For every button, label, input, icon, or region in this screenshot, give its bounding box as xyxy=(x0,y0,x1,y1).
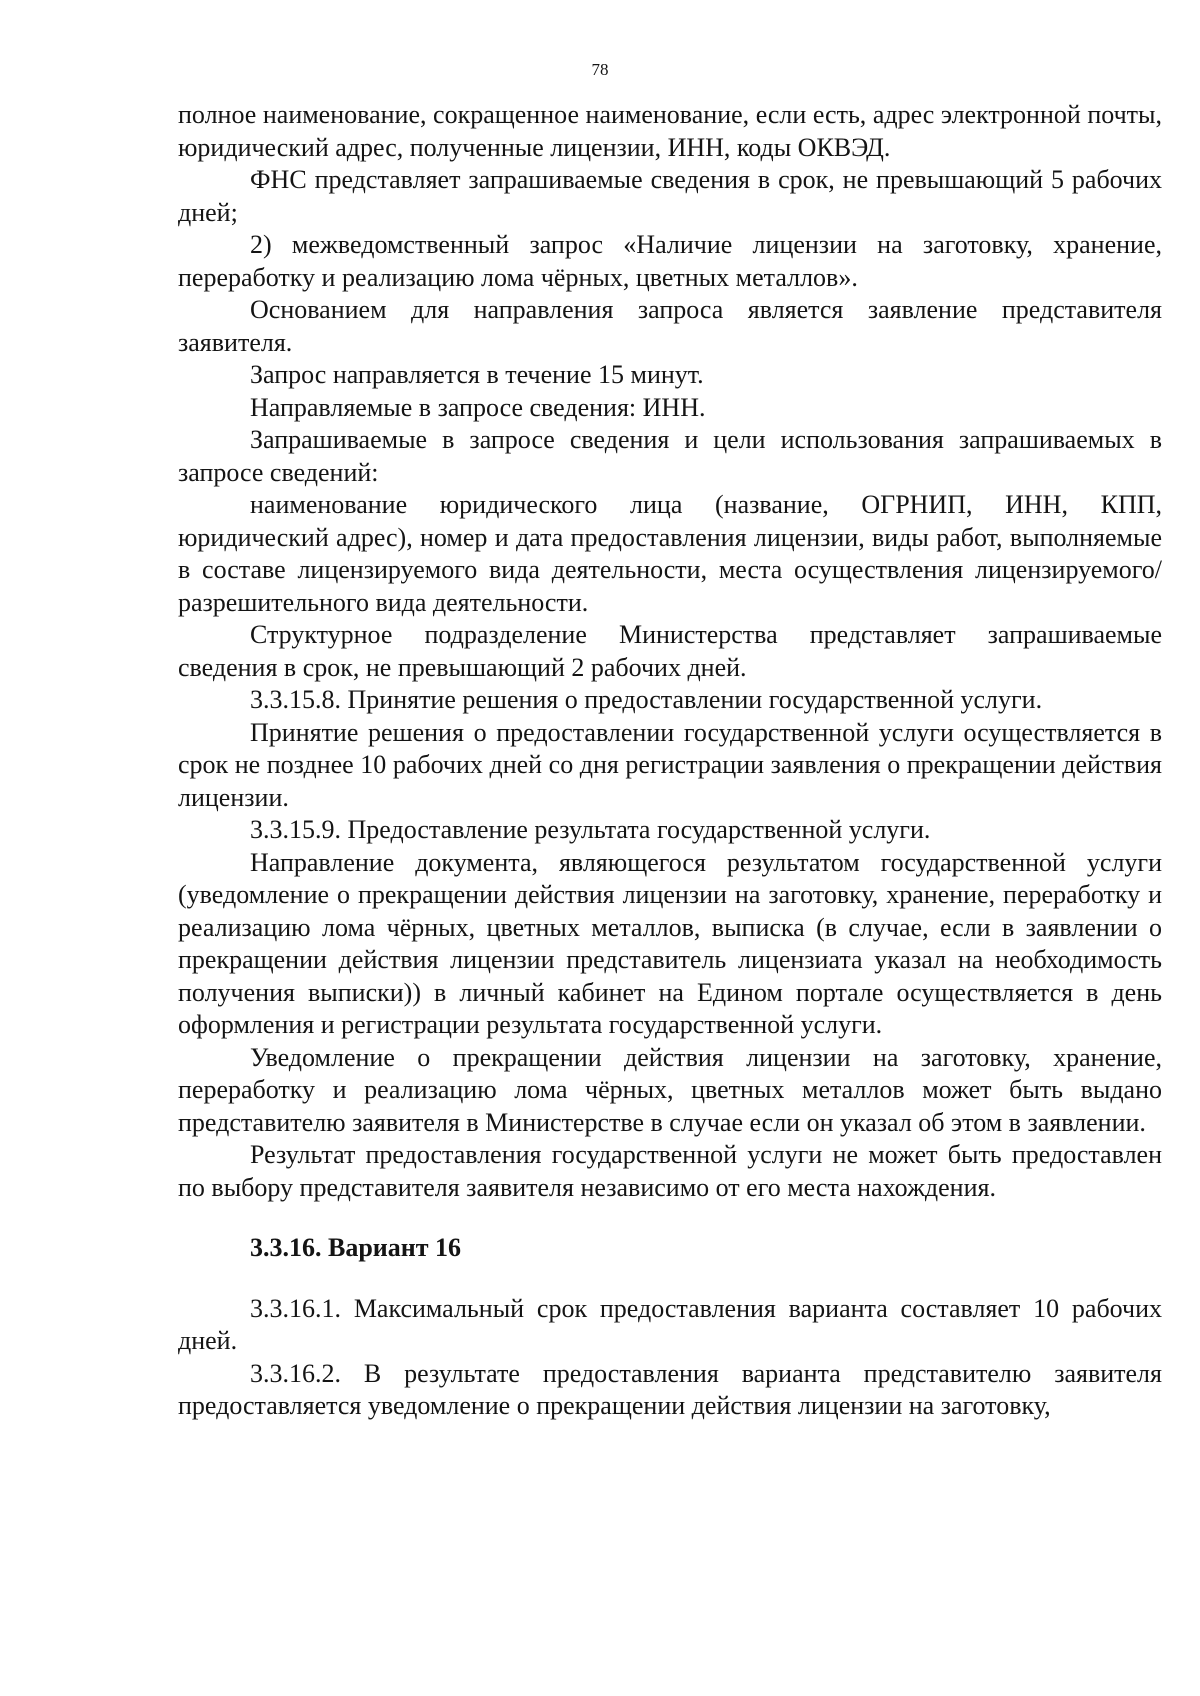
paragraph-clause-3-3-15-8: 3.3.15.8. Принятие решения о предоставлении государственной услуги. xyxy=(250,685,1043,714)
paragraph-sent-data: Направляемые в запросе сведения: ИНН. xyxy=(250,392,706,422)
paragraph-decision-deadline: Принятие решения о предоставлении государственной услуги осуществляется в срок не позднее 10 рабочих дней со дня регистрации заявления о прекращении действия лицензии. xyxy=(178,717,1162,812)
paragraph-ministry-deadline: Структурное подразделение Министерства представляет запрашиваемые сведения в срок, не превышающий 2 рабочих дней. xyxy=(178,620,1162,682)
paragraph-clause-3-3-16-1: 3.3.16.1. Максимальный срок предоставления варианта составляет 10 рабочих дней. xyxy=(178,1293,1162,1355)
paragraph-clause-3-3-15-9: 3.3.15.9. Предоставление результата государственной услуги. xyxy=(250,815,931,844)
paragraph-request-basis: Основанием для направления запроса является заявление представителя заявителя. xyxy=(178,295,1162,357)
section-heading: 3.3.16. Вариант 16 xyxy=(250,1233,462,1262)
paragraph-notice-in-person: Уведомление о прекращении действия лицензии на заготовку, хранение, переработку и реализацию лома чёрных, цветных металлов может быть выдано представителю заявителя в Министерстве в случае если он указал об этом в заявлении. xyxy=(178,1042,1162,1137)
paragraph-requested-data-list: наименование юридического лица (название, ОГРНИП, ИНН, КПП, юридический адрес), номер и дата предоставления лицензии, виды работ, выполняемые в составе лицензируемого вида деятельности, места осуществления лицензируемого/разрешительного вида деятельности. xyxy=(178,490,1162,617)
paragraph-request-timing: Запрос направляется в течение 15 минут. xyxy=(250,360,704,389)
paragraph-continuation: полное наименование, сокращенное наименование, если есть, адрес электронной почты, юридический адрес, полученные лицензии, ИНН, коды ОКВЭД. xyxy=(178,100,1162,162)
document-body xyxy=(178,99,1162,1423)
paragraph-requested-data-intro: Запрашиваемые в запросе сведения и цели использования запрашиваемых в запросе сведений: xyxy=(178,425,1162,487)
paragraph-clause-3-3-16-2: 3.3.16.2. В результате предоставления варианта представителю заявителя предоставляется уведомление о прекращении действия лицензии на заготовку, xyxy=(178,1358,1162,1420)
page-number: 78 xyxy=(591,60,609,79)
paragraph-extraterritorial: Результат предоставления государственной услуги не может быть предоставлен по выбору представителя заявителя независимо от его места нахождения. xyxy=(178,1140,1162,1202)
paragraph-result-delivery: Направление документа, являющегося результатом государственной услуги (уведомление о прекращении действия лицензии на заготовку, хранение, переработку и реализацию лома чёрных, цветных металлов, выписка (в случае, если в заявлении о прекращении действия лицензии представитель лицензиата указал на необходимость получения выписки)) в личный кабинет на Едином портале осуществляется в день оформления и регистрации результата государственной услуги. xyxy=(178,847,1162,1039)
paragraph-fns-deadline: ФНС представляет запрашиваемые сведения в срок, не превышающий 5 рабочих дней; xyxy=(178,165,1162,227)
paragraph-interagency-request: 2) межведомственный запрос «Наличие лицензии на заготовку, хранение, переработку и реализацию лома чёрных, цветных металлов». xyxy=(178,230,1162,292)
